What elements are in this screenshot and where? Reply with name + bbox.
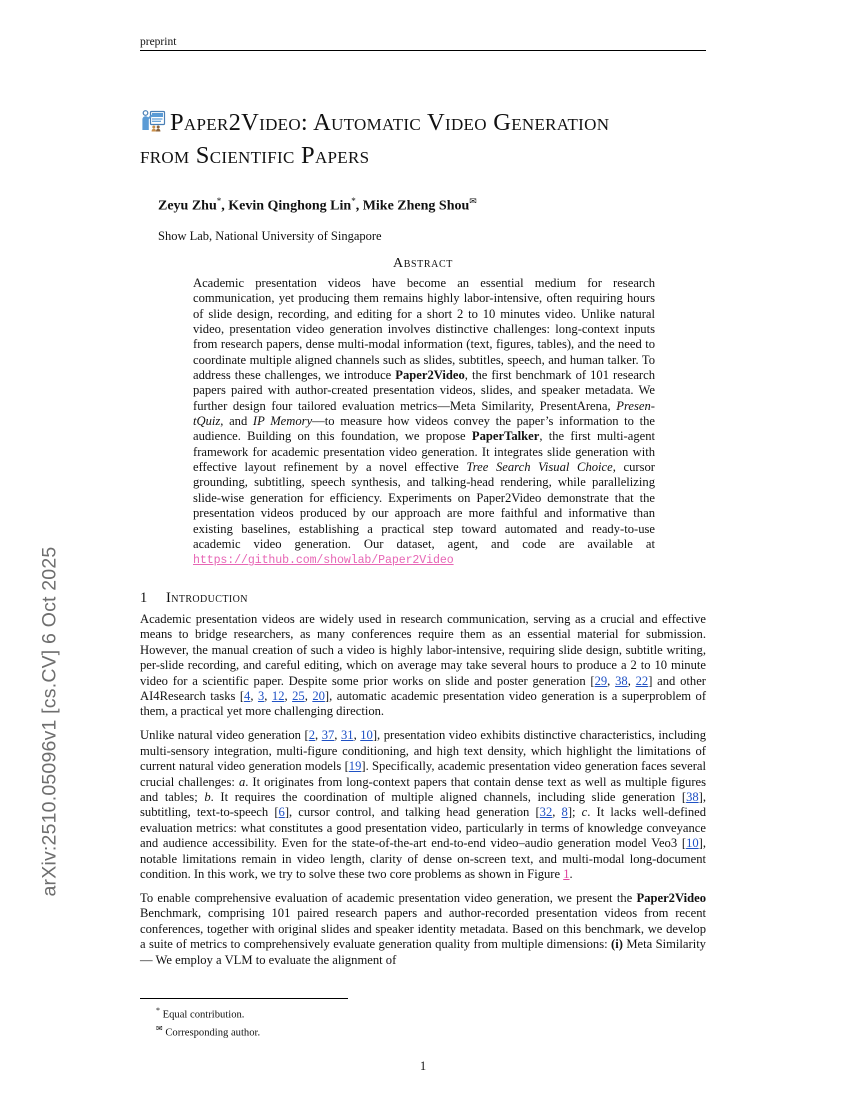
title-text-line-2: from Scientific Papers: [140, 142, 370, 169]
section-body: [140, 612, 706, 976]
paragraph-3: [140, 891, 706, 968]
author-sep-2: ,: [355, 198, 363, 214]
citation-20[interactable]: 20: [312, 689, 325, 704]
p2-text-h: ];: [567, 805, 582, 820]
presenter-emoji-icon: [140, 108, 166, 134]
footnote-corresponding-author: [140, 1022, 706, 1040]
running-head: [140, 36, 706, 51]
citation-38b[interactable]: 38: [686, 789, 699, 804]
author-2: Kevin Qinghong Lin: [228, 198, 352, 214]
citation-12[interactable]: 12: [271, 689, 285, 704]
citation-38[interactable]: 38: [615, 673, 628, 688]
p3-bold-paper2video: Paper2Video: [636, 890, 706, 905]
p2-text-i: . It lacks well-defined evaluation metrics: what constitutes a good presentation video, particularly in terms of knowledge conveyance and audience accessibility. Even for the state-of-the-art end-to-end video–audio generation model Veo3 [: [140, 805, 706, 851]
abstract-text-1: Academic presentation videos have become an essential medium for research communication, yet producing them remains highly labor-intensive, often requiring hours of slide design, recording, and editing for a short 2 to 10 minutes video. Unlike natural video, presentation video generation involves distinctive challenges: long-context inputs from research papers, dense multi-modal information (text, figures, tables), and the need to coordinate multiple aligned channels such as slides, subtitles, speech, and human talker. To address these challenges, we introduce: [193, 276, 655, 383]
p2-text-d: . It originates from long-context papers that contain dense text as well as multiple figures and tables;: [140, 774, 707, 804]
section-number: 1: [140, 590, 148, 606]
p3-text-a: To enable comprehensive evaluation of academic presentation video generation, we present the: [140, 890, 637, 905]
author-1: Zeyu Zhu: [158, 198, 217, 214]
running-head-rule: [140, 50, 706, 51]
abstract-bold-paper2video: Paper2Video: [395, 368, 465, 383]
figure-reference-1[interactable]: 1: [563, 867, 570, 881]
footnote-envelope-icon: ✉: [156, 1024, 163, 1034]
citation-3[interactable]: 3: [257, 689, 265, 704]
author-sep-1: ,: [221, 198, 229, 214]
footnote-1-text: Equal contribution.: [162, 1009, 245, 1021]
footnote-block: [140, 998, 706, 1040]
citation-19[interactable]: 19: [348, 759, 362, 774]
citation-37[interactable]: 37: [321, 728, 335, 743]
p2-text-j: ], notable limitations remain in video length, clarity of dense on-screen text, and multi-modal long-document condition. In this work, we try to solve these two core problems as shown in Figure: [140, 836, 706, 881]
metric-marker-i: (i): [611, 937, 623, 952]
p2-text-g: ], cursor control, and talking head generation [: [284, 805, 540, 820]
citation-31[interactable]: 31: [340, 728, 354, 743]
affiliation: Show Lab, National University of Singapore: [158, 229, 382, 243]
citation-10b[interactable]: 10: [686, 836, 699, 851]
abstract-text-6: , cursor grounding, subtitling, speech synthesis, and talking-head rendering, while parallelizing slide-wise generation for efficiency. Experiments on Paper2Video demonstrate that the presentation videos produced by our approach are more faithful and informative than existing baselines, establishing a practical step toward automated and ready-to-use academic video generation. Our dataset, agent, and code are available at: [193, 460, 655, 551]
p1-text-b: ] and other AI4Research tasks [: [140, 673, 706, 704]
p1-text-c: ], automatic academic presentation video generation is a superproblem of them, a practical yet more challenging direction.: [140, 689, 707, 719]
author-1-footnote-mark: *: [216, 196, 222, 206]
paper-page: [140, 0, 706, 1100]
p1-text-a: Academic presentation videos are widely used in research communication, serving as a crucial and effective means to bridge researchers, as many conferences require them as an essential material for submission. However, the manual creation of such a video is highly labor-intensive, requiring slide design, subtitle writing, per-slide recording, and careful editing, which on average may take several hours to produce a 2 to 10 minute video for a scientific paper. Despite some prior works on slide and poster generation [: [140, 612, 706, 688]
page-title: [140, 106, 706, 172]
abstract-text-4: —to measure how videos convey the paper’s information to the audience. Building on this foundation, we propose: [193, 414, 655, 444]
abstract-text-2: , the first benchmark of 101 research papers paired with author-created presentation videos, slides, and speaker metadata. We further design four tailored evaluation metrics—Meta Similarity, PresentArena,: [193, 368, 655, 413]
citation-8[interactable]: 8: [561, 805, 568, 820]
paragraph-1: Academic presentation videos are widely used in research communication, serving as a crucial and effective means to bridge researchers, as many conferences require them as an essential material for submission. However, the manual creation of such a video is highly labor-intensive, requiring slide design, subtitle writing, per-slide recording, and careful editing, which on average may take several hours to produce a 2 to 10 minute video for a scientific paper. Despite some prior works on slide and poster generation [29, 38, 22] and other AI4Research tasks [4, 3, 12, 25, 20], automatic academic presentation video generation is a superproblem of them, a practical yet more challenging direction.: [140, 612, 707, 719]
author-list: [158, 196, 706, 215]
citation-2[interactable]: 2: [308, 728, 315, 743]
citation-29[interactable]: 29: [594, 673, 608, 688]
p3-text-c: Meta Similarity — We employ a VLM to evaluate the alignment of: [140, 937, 706, 967]
footnote-mark-asterisk: *: [156, 1006, 160, 1015]
abstract-text-3: , and: [220, 414, 253, 429]
author-2-footnote-mark: *: [351, 196, 356, 206]
abstract-italic-ip-memory: IP Memory: [252, 414, 313, 429]
page-number: 1: [419, 1059, 427, 1073]
abstract-heading: Abstract: [393, 256, 453, 271]
paragraph-2: Unlike natural video generation [2, 37, 31, 10], presentation video exhibits distinctive characteristics, including multi-sensory integration, multi-figure conditioning, and high text density, which highlight the limitations of current natural video generation models [19]. Specifically, academic presentation video generation faces several crucial challenges: a. It originates from long-context papers that contain dense text as well as multiple figures and tables; b. It requires the coordination of multiple aligned channels, including slide generation [38], subtitling, text-to-speech [6], cursor control, and talking head generation [32, 8]; c. It lacks well-defined evaluation metrics: what constitutes a good presentation video, particularly in terms of knowledge conveyance and audience accessibility. Even for the state-of-the-art end-to-end video–audio generation model Veo3 [10], notable limitations remain in video length, clarity of dense on-screen text, and multi-modal long-document condition. In this work, we try to solve these two core problems as shown in Figure 1.: [140, 728, 707, 881]
abstract-bold-papertalker: PaperTalker: [471, 429, 540, 444]
p3-text-b: Benchmark, comprising 101 paired research papers and author-recorded presentation videos from recent conferences, together with original slides and speaker identity metadata. Based on this benchmark, we develop a suite of metrics to comprehensively evaluate generation quality from multiple dimensions:: [140, 906, 706, 952]
running-head-label: preprint: [140, 36, 177, 48]
arxiv-stamp-text: arXiv:2510.05096v1 [cs.CV] 6 Oct 2025: [38, 546, 61, 897]
challenge-label-b: b: [204, 789, 211, 804]
project-url-link[interactable]: https://github.com/showlab/Paper2Video: [193, 554, 454, 568]
p2-text-c: ]. Specifically, academic presentation video generation faces several crucial challenges:: [140, 759, 706, 789]
title-line-1: [140, 106, 706, 139]
p2-text-a: Unlike natural video generation [: [140, 728, 309, 743]
challenge-label-a: a: [238, 774, 246, 789]
citation-4[interactable]: 4: [244, 689, 251, 704]
challenge-label-c: c: [581, 805, 588, 820]
footnote-2-text: Corresponding author.: [165, 1027, 261, 1039]
abstract-italic-presentquiz: Presen-tQuiz: [193, 398, 655, 429]
envelope-icon: ✉: [469, 197, 477, 207]
citation-10[interactable]: 10: [360, 728, 373, 743]
citation-32[interactable]: 32: [539, 805, 553, 820]
abstract-italic-tree-search: Tree Search Visual Choice: [466, 460, 613, 475]
p2-text-k: .: [569, 867, 573, 881]
footnote-rule: [140, 998, 348, 999]
citation-25[interactable]: 25: [292, 689, 305, 704]
title-text-line-1: Paper2Video: Automatic Video Generation: [170, 109, 610, 136]
p2-text-f: ], subtitling, text-to-speech [: [140, 789, 706, 820]
arxiv-stamp: [0, 0, 80, 1100]
author-3: Mike Zheng Shou: [362, 198, 470, 214]
section-heading-introduction: [140, 590, 706, 607]
footnote-equal-contribution: [140, 1004, 706, 1022]
abstract-body: [193, 276, 655, 569]
citation-22[interactable]: 22: [635, 673, 649, 688]
abstract-text-5: , the first multi-agent framework for academic presentation video generation. It integrates slide generation with effective layout refinement by a novel effective: [193, 429, 656, 475]
citation-6[interactable]: 6: [278, 805, 285, 820]
p2-text-b: ], presentation video exhibits distinctive characteristics, including multi-sensory integration, multi-figure conditioning, and high text density, which highlight the limitations of current natural video generation models [: [140, 728, 707, 774]
p2-text-e: . It requires the coordination of multiple aligned channels, including slide generation [: [210, 789, 687, 804]
section-title: Introduction: [166, 590, 248, 606]
